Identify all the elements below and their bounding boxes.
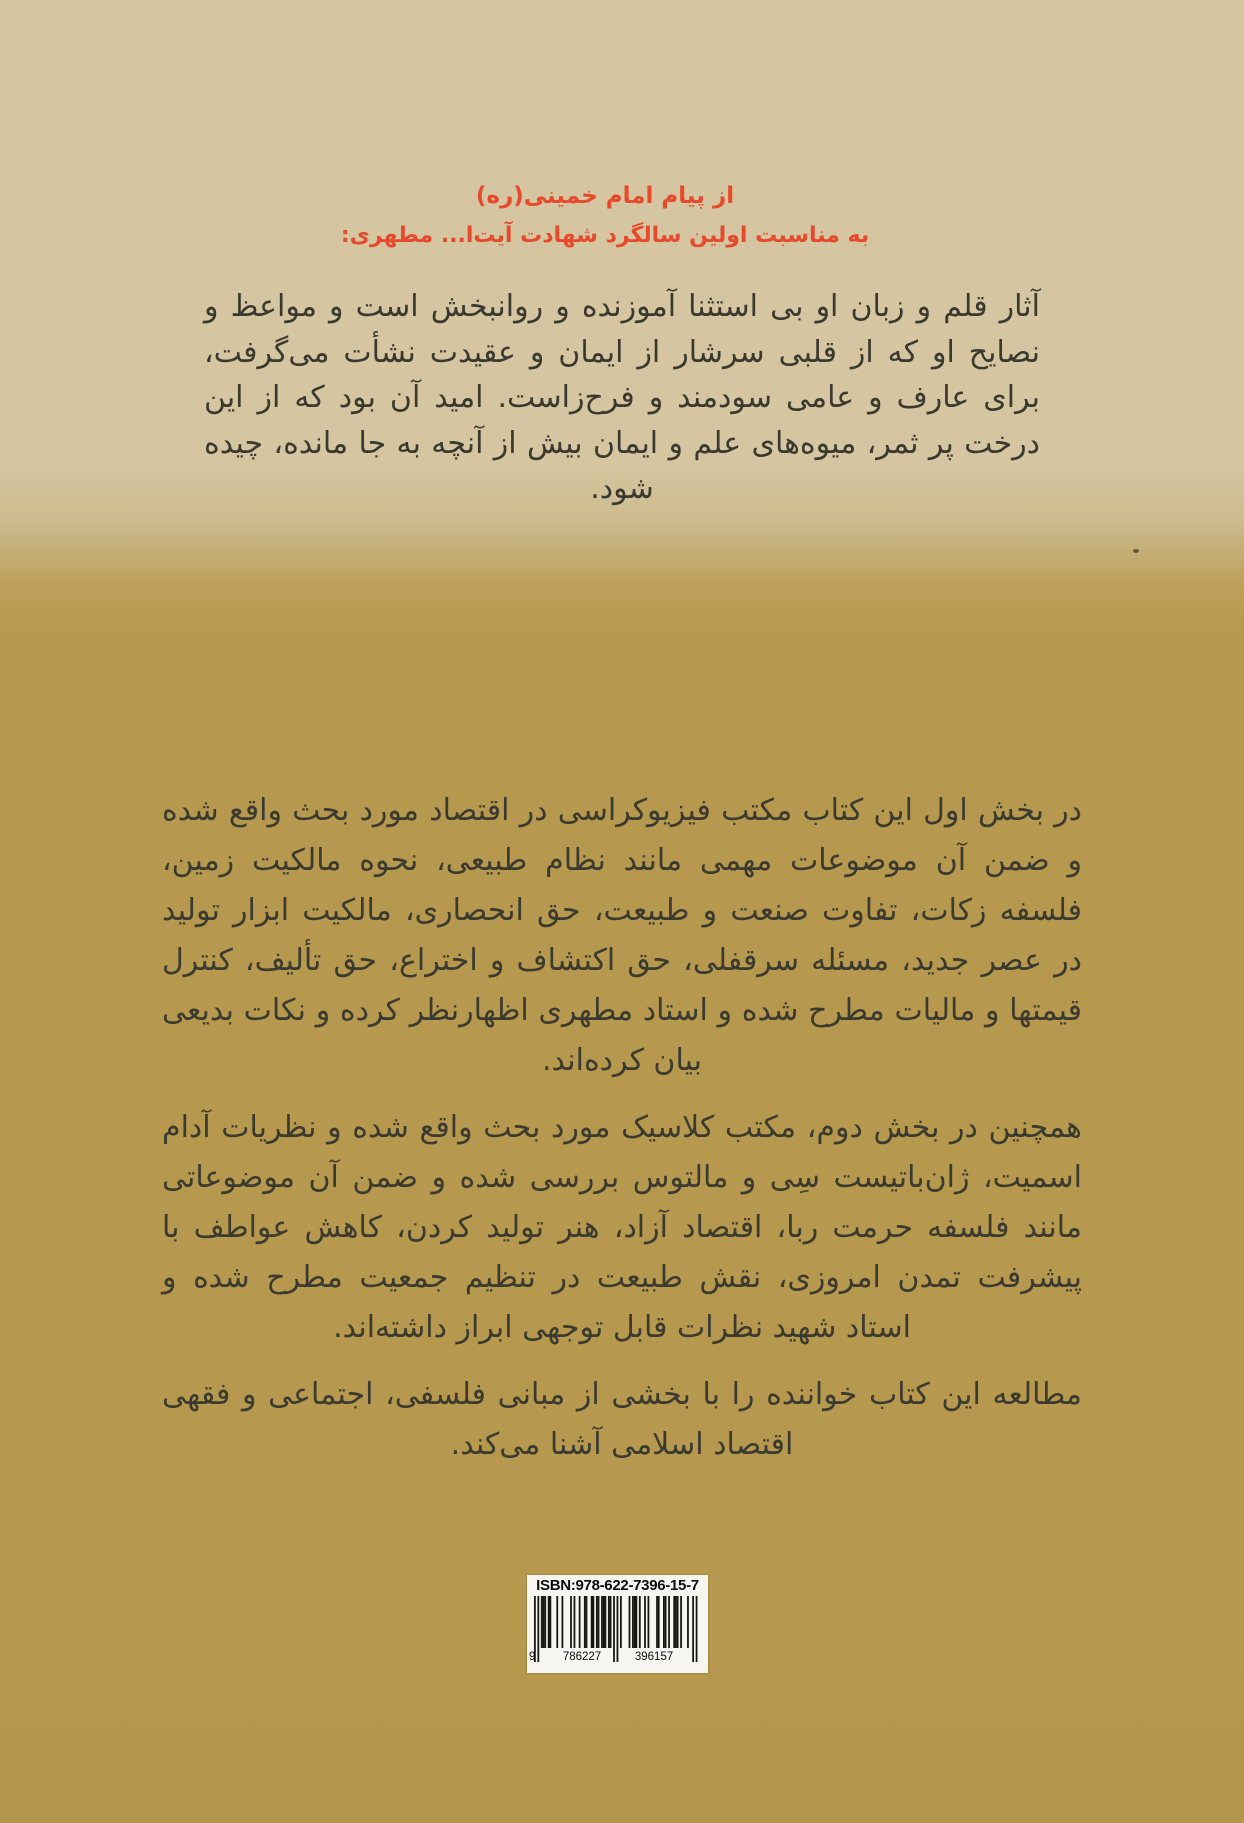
dust-speck bbox=[1133, 549, 1139, 553]
barcode-digits-group-2: 396157 bbox=[634, 1651, 674, 1663]
book-description bbox=[162, 786, 1082, 1487]
quote-header bbox=[0, 182, 1210, 249]
description-paragraph-2: همچنین در بخش دوم، مکتب کلاسیک مورد بحث واقع شده و نظریات آدام اسمیت، ژان‌باتیست سِی و مالتوس بررسی شده و ضمن آن موضوعاتی مانند فلسفه حرمت ربا، اقتصاد آزاد، هنر تولید کردن، کاهش عواطف با پیشرفت تمدن امروزی، نقش طبیعت در تنظیم جمعیت مطرح شده و استاد شهید نظرات قابل توجهی ابراز داشته‌اند. bbox=[162, 1110, 1082, 1345]
quote-header-line-2: به مناسبت اولین سالگرد شهادت آیت‌ا... مطهری: bbox=[340, 223, 870, 248]
quote-header-line-1: از پیام امام خمینی(ره) bbox=[475, 183, 735, 209]
barcode-digits-group-1: 786227 bbox=[562, 1651, 602, 1663]
imam-quote-paragraph: آثار قلم و زبان او بی استثنا آموزنده و روانبخش است و مواعظ و نصایح او که از قلبی سرشار از ایمان و عقیدت نشأت می‌گرفت، برای عارف و عامی سودمند و فرح‌زاست. امید آن بود که از این درخت پر ثمر، میوه‌های علم و ایمان بیش از آنچه به جا مانده، چیده شود. bbox=[204, 289, 1040, 506]
isbn-number-text: ISBN:978-622-7396-15-7 bbox=[536, 1577, 699, 1594]
barcode-digit-left: 9 bbox=[529, 1651, 536, 1663]
description-paragraph-1: در بخش اول این کتاب مکتب فیزیوکراسی در اقتصاد مورد بحث واقع شده و ضمن آن موضوعات مهمی مانند نظام طبیعی، نحوه مالکیت زمین، فلسفه زکات، تفاوت صنعت و طبیعت، حق انحصاری، مالکیت ابزار تولید در عصر جدید، مسئله سرقفلی، حق اکتشاف و اختراع، حق تألیف، کنترل قیمتها و مالیات مطرح شده و استاد مطهری اظهارنظر کرده و نکات بدیعی بیان کرده‌اند. bbox=[162, 793, 1082, 1078]
description-paragraph-3: مطالعه این کتاب خواننده را با بخشی از مبانی فلسفی، اجتماعی و فقهی اقتصاد اسلامی آشنا می‌کند. bbox=[162, 1377, 1082, 1462]
isbn-label bbox=[527, 1575, 708, 1673]
